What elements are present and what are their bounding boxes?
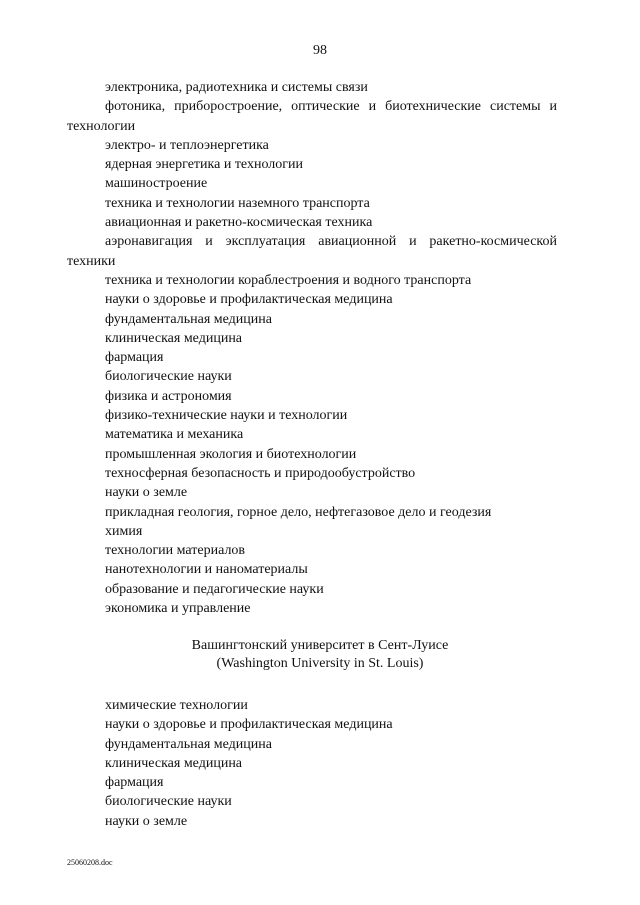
specialty-list-a (67, 78, 557, 618)
list-item: фотоника, приборостроение, оптические и биотехнические системы и технологии (67, 99, 557, 134)
list-item: промышленная экология и биотехнологии (105, 446, 357, 462)
list-item: авиационная и ракетно-космическая техника (105, 215, 373, 231)
list-item: ядерная энергетика и технологии (105, 157, 303, 173)
list-item: образование и педагогические науки (105, 581, 324, 597)
list-item: машиностроение (105, 176, 208, 192)
list-item: фармация (105, 775, 164, 791)
list-item: биологические науки (105, 369, 232, 385)
list-item: науки о здоровье и профилактическая медицина (105, 292, 393, 308)
list-item: электроника, радиотехника и системы связи (105, 80, 368, 95)
list-item: техника и технологии наземного транспорта (105, 195, 370, 211)
list-item: аэронавигация и эксплуатация авиационной и ракетно-космической техники (67, 234, 557, 269)
list-item: техника и технологии кораблестроения и водного транспорта (105, 272, 472, 288)
list-item: химические технологии (105, 698, 248, 713)
list-item: физика и астрономия (105, 388, 232, 404)
document-filename: 25060208.doc (67, 858, 113, 867)
list-item: нанотехнологии и наноматериалы (105, 562, 308, 578)
list-item: науки о здоровье и профилактическая медицина (105, 717, 393, 733)
list-item: прикладная геология, горное дело, нефтегазовое дело и геодезия (105, 504, 492, 520)
university-name-en: (Washington University in St. Louis) (216, 656, 424, 671)
university-name-ru: Вашингтонский университет в Сент-Луисе (191, 638, 449, 653)
list-item: клиническая медицина (105, 330, 243, 346)
list-item: науки о земле (105, 485, 188, 501)
list-item: технологии материалов (105, 543, 246, 559)
list-item: фундаментальная медицина (105, 311, 272, 327)
specialty-list-b (67, 696, 557, 831)
list-item: математика и механика (105, 427, 244, 443)
list-item: физико-технические науки и технологии (105, 408, 348, 424)
list-item: биологические науки (105, 794, 232, 810)
list-item: фундаментальная медицина (105, 736, 272, 752)
list-item: электро- и теплоэнергетика (105, 137, 269, 153)
list-item: экономика и управление (105, 601, 251, 617)
page-number: 98 (313, 43, 327, 58)
list-item: фармация (105, 350, 164, 366)
university-heading (0, 637, 640, 673)
list-item: науки о земле (105, 813, 188, 829)
list-item: химия (105, 523, 143, 539)
list-item: техносферная безопасность и природообустройство (105, 465, 416, 481)
list-item: клиническая медицина (105, 755, 243, 771)
